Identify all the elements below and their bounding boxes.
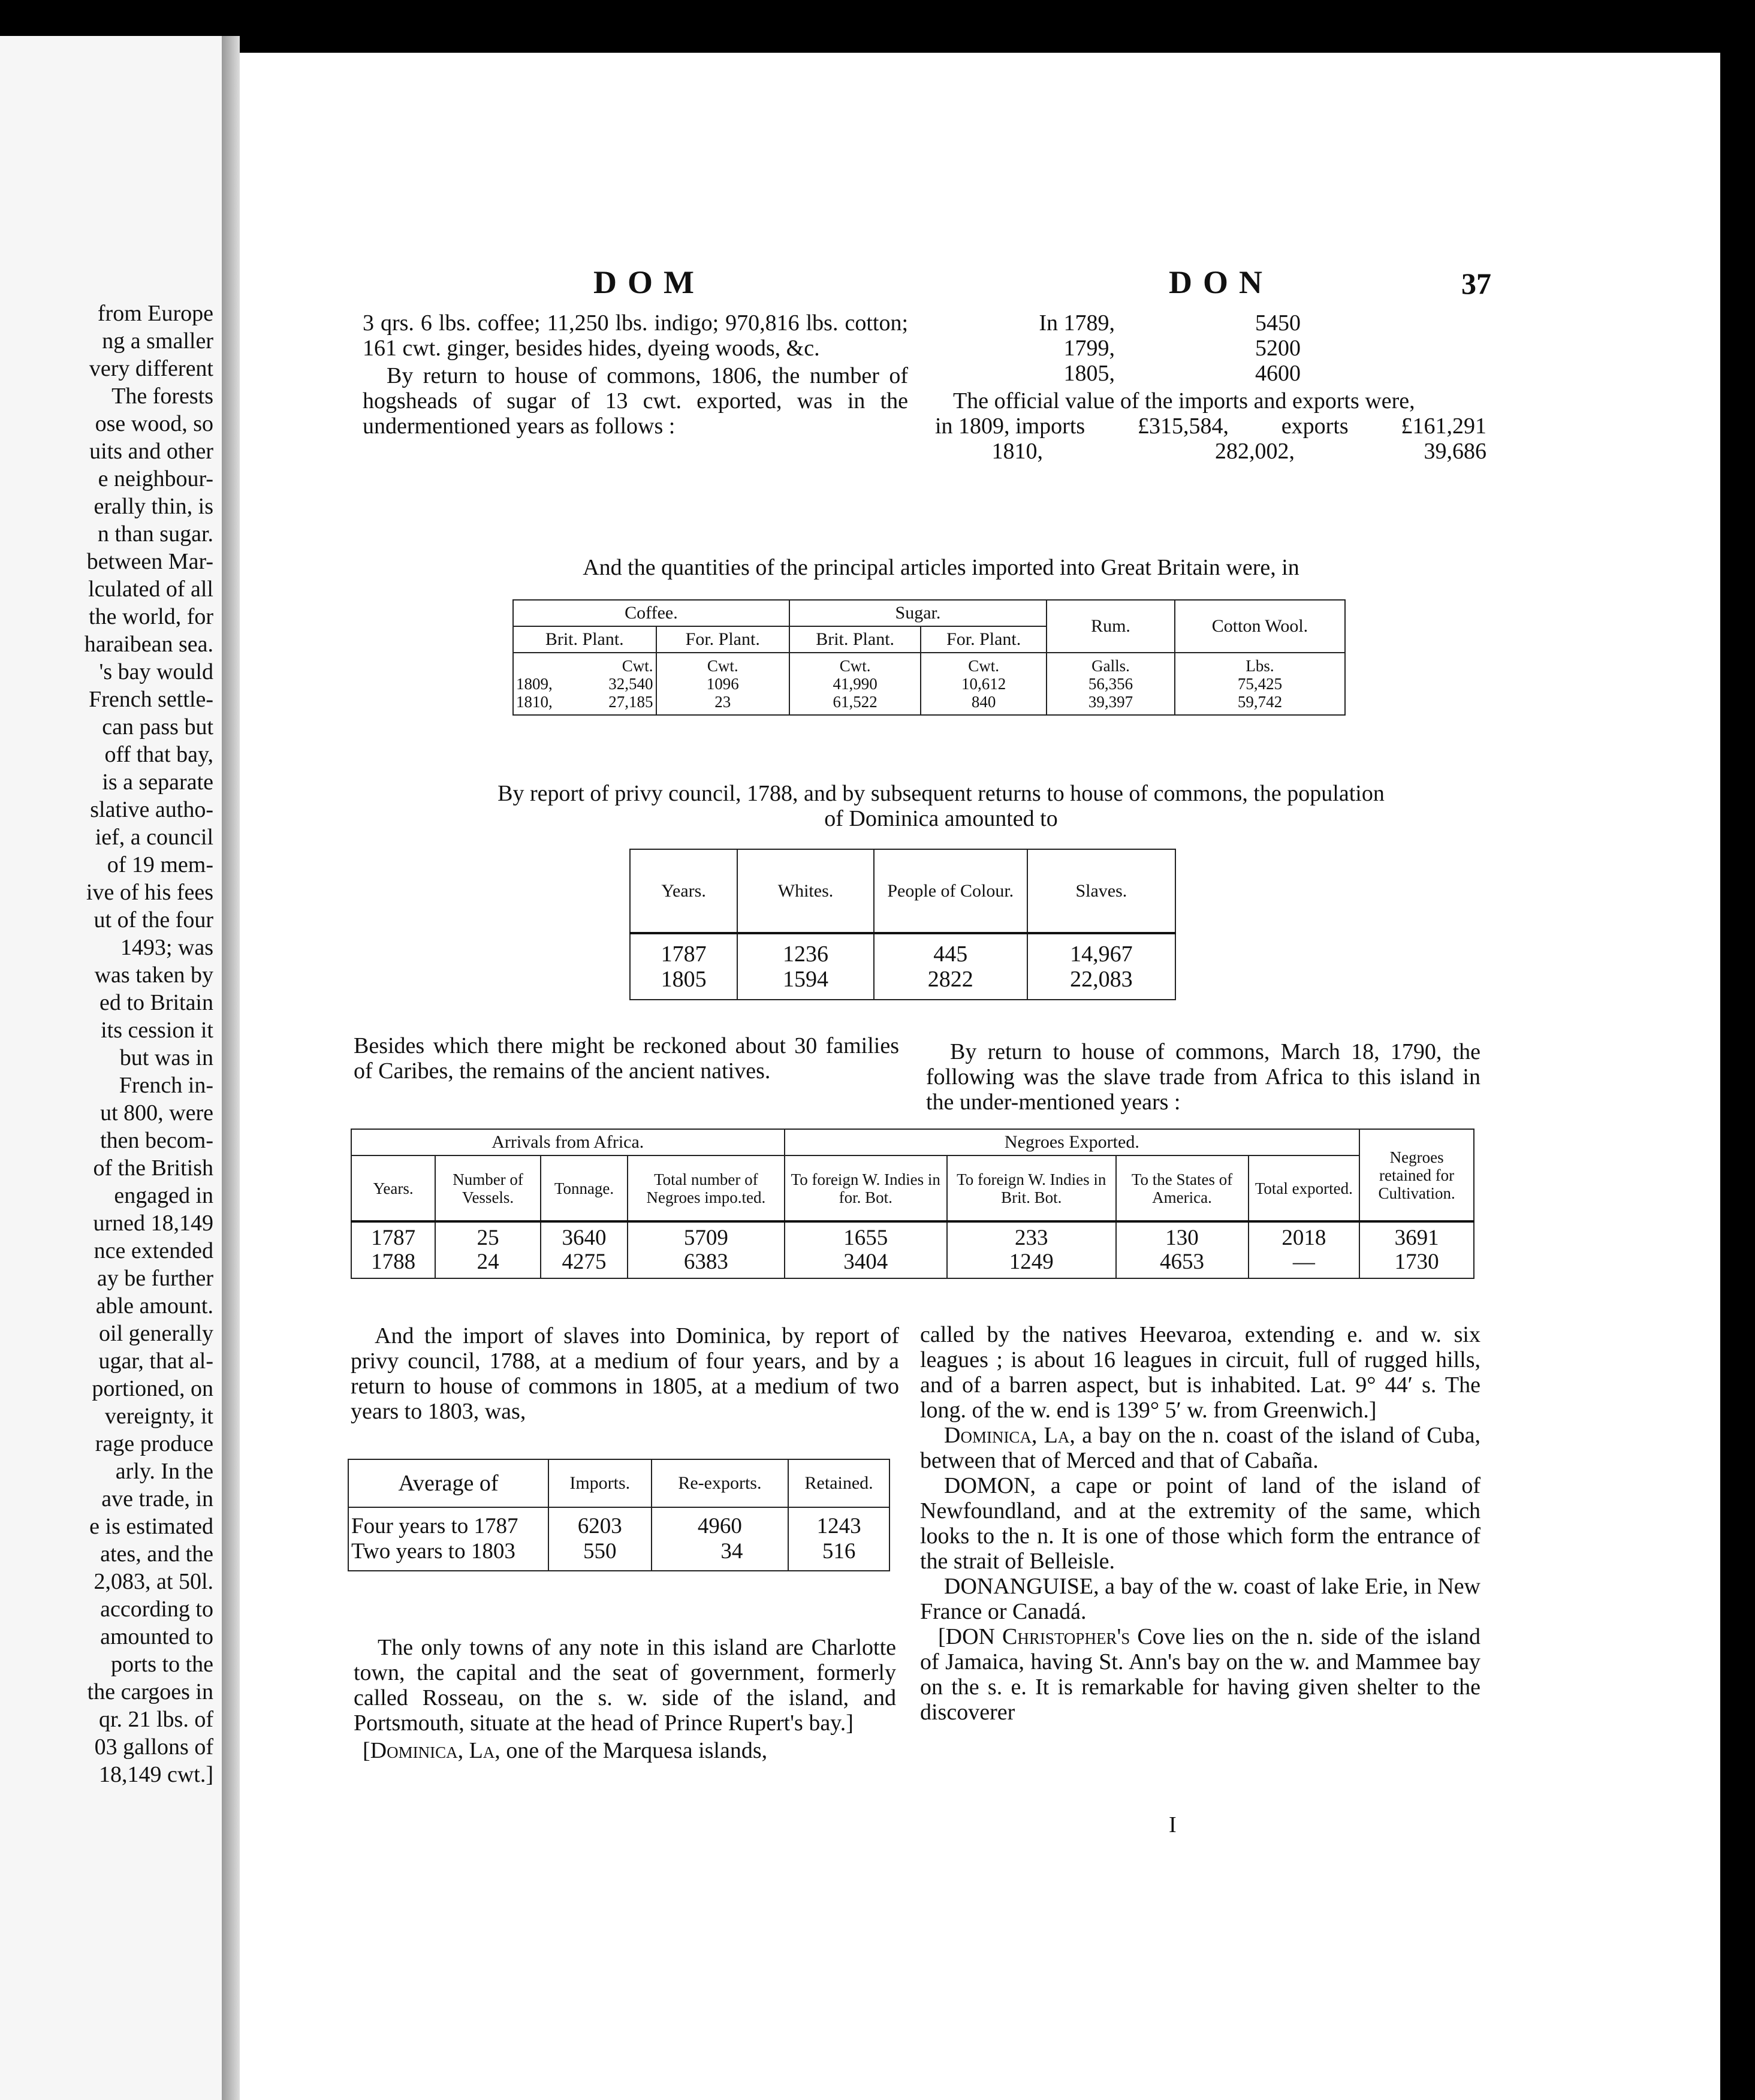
hogsheads-list [935,310,1486,386]
value: 233 [1015,1226,1048,1250]
left-page-line: according to [100,1597,213,1622]
value: 6383 [683,1250,728,1274]
left-page-line: very different [89,356,213,381]
table-cell [348,1507,548,1571]
left-page-line: 03 gallons of [94,1734,213,1760]
col-head-imported: Total number of Negroes impo.ted. [628,1155,784,1221]
intro-line: of Dominica amounted to [824,806,1058,831]
entry-name: [Dominica, La, [363,1738,500,1763]
table-cell [1047,653,1175,715]
paragraph [920,1423,1480,1473]
value: 1787 [661,942,707,967]
col-head-foreign-bot: To foreign W. Indies in for. Bot. [785,1155,947,1221]
value: 3404 [843,1250,888,1274]
value: — [1292,1250,1315,1274]
col-head-retained: Negroes retained for Cultivation. [1359,1129,1474,1221]
running-head-right: DON [1169,264,1273,300]
left-page-line: was taken by [94,962,213,988]
col-group-exported: Negroes Exported. [785,1129,1360,1155]
exports-value: £161,291 [1401,414,1486,439]
table-cell [1116,1221,1249,1278]
value: 56,356 [1088,675,1133,693]
col-head-sugar-brit: Brit. Plant. [789,626,921,653]
imports-value: £315,584, [1138,414,1229,439]
value: 4653 [1160,1250,1205,1274]
value: 22,083 [1070,967,1133,992]
col-head-average: Average of [348,1459,548,1507]
col-head-tonnage: Tonnage. [541,1155,628,1221]
value: 1243 [816,1514,861,1538]
table-cell [628,1221,784,1278]
left-page-line: vereignty, it [104,1404,213,1429]
left-page-line: slative autho- [90,797,213,822]
entry-text: a cape or point of land of the island of Newfoundland, and at the extremity of the same, which looks to the n. It is one of those which form the entrance of the strait of Belleisle. [920,1473,1480,1574]
col-head-total-exported: Total exported. [1249,1155,1360,1221]
table-cell [1027,933,1175,1000]
left-page-line: e neighbour- [98,466,213,491]
left-page-line: French settle- [89,687,213,712]
left-page-line: the cargoes in [87,1679,213,1704]
left-page-line: its cession it [101,1018,213,1043]
value: 27,185 [608,693,653,711]
left-page-line: can pass but [102,714,213,740]
left-page-line: e is estimated [89,1514,213,1539]
exports-label: exports [1281,414,1349,439]
value: 1236 [783,942,828,967]
value: 6203 [577,1514,622,1538]
value: 24 [477,1250,499,1274]
unit-label: Galls. [1091,657,1130,675]
left-page-line: ed to Britain [99,990,213,1015]
col-head-years: Years. [630,849,737,933]
value: 14,967 [1070,942,1133,967]
left-page-line: uits and other [89,439,213,464]
left-page-line: ive of his fees [86,880,213,905]
entry-name: DONANGUISE, [944,1574,1099,1599]
table-cell [1175,653,1345,715]
paragraph [920,1473,1480,1574]
average-table [348,1459,890,1571]
col-head-america: To the States of America. [1116,1155,1249,1221]
paragraph: The official value of the imports and exports were, [953,388,1415,414]
left-page-line: urned 18,149 [93,1211,213,1236]
left-page-line: the world, for [89,604,213,629]
table-cell [737,933,874,1000]
left-page-line: rage produce [95,1431,213,1456]
value: 4960 [697,1514,742,1538]
col-head-sugar-for: For. Plant. [921,626,1047,653]
year-label: 1799, [1063,336,1115,361]
value: Two years to 1803 [351,1539,515,1564]
page-number: 37 [1461,267,1491,300]
value: 59,742 [1237,693,1283,711]
left-page-line: ng a smaller [102,328,213,354]
entry-text: Cove lies on the n. side of the island of Jamaica, having St. Ann's bay on the w. and Mammee bay on the s. e. It is remarkable for having given shelter to the discoverer [920,1624,1481,1725]
entry-name: DOMON, [944,1473,1036,1498]
left-page-line: qr. 21 lbs. of [98,1707,213,1732]
population-table [629,849,1176,1000]
left-page-line: lculated of all [88,577,213,602]
left-page-line: ut 800, were [100,1100,213,1126]
year-value: 5450 [1255,310,1301,336]
table-cell [541,1221,628,1278]
value: 4275 [562,1250,607,1274]
col-head-imports: Imports. [548,1459,652,1507]
left-page-line: erally thin, is [94,494,213,519]
table-cell [435,1221,541,1278]
col-head-whites: Whites. [737,849,874,933]
left-page-line: 2,083, at 50l. [94,1569,213,1594]
col-head-reexports: Re-exports. [652,1459,789,1507]
value: 2018 [1281,1226,1326,1250]
year-value: 5200 [1255,336,1301,361]
paragraph [920,1624,1480,1725]
entry-text: one of the Marquesa islands, [506,1738,768,1763]
row-label: 1810, [991,439,1043,464]
value: 3691 [1394,1226,1439,1250]
table-cell [630,933,737,1000]
col-head-years: Years. [351,1155,435,1221]
paragraph [920,1574,1480,1624]
left-page-line: haraibean sea. [84,632,213,657]
hogsheads-row [935,336,1486,361]
imports-table [512,599,1346,716]
unit-label: Cwt. [622,657,653,675]
hogsheads-row [935,361,1486,386]
paragraph: By return to house of commons, 1806, the number of hogsheads of sugar of 13 cwt. exported, was in the undermentioned years as follows : [363,363,908,439]
quantities-intro: And the quantities of the principal articles imported into Great Britain were, in [583,555,1299,580]
value: 516 [822,1539,856,1564]
unit-label: Lbs. [1246,657,1274,675]
left-page-line: portioned, on [92,1376,213,1401]
table-cell [652,1507,789,1571]
value: 1249 [1009,1250,1054,1274]
left-page-line: n than sugar. [97,521,213,547]
entry-text: a bay of the w. coast of lake Erie, in New France or Canadá. [920,1574,1481,1624]
value: 1787 [371,1226,416,1250]
table-cell [789,653,921,715]
col-head-coffee-for: For. Plant. [656,626,789,653]
col-head-cotton: Cotton Wool. [1175,600,1345,653]
left-page-line: of 19 mem- [107,852,213,877]
value: 1805 [661,967,707,992]
year-label: 1805, [1063,361,1115,386]
population-intro [378,781,1504,831]
value: 61,522 [833,693,878,711]
col-left-top [363,310,908,439]
value: 5709 [683,1226,728,1250]
table-cell [548,1507,652,1571]
value: 1655 [843,1226,888,1250]
row-year: 1810, [516,693,553,711]
value: 1730 [1394,1250,1439,1274]
table-cell [788,1507,889,1571]
left-page-line: 1493; was [120,935,213,960]
left-page-line: nce extended [94,1238,213,1263]
value: 10,612 [961,675,1006,693]
value: 445 [933,942,968,967]
value: 1788 [371,1250,416,1274]
col-head-slaves: Slaves. [1027,849,1175,933]
paragraph: called by the natives Heevaroa, extending e. and w. six leagues ; is about 16 leagues in circuit, full of rugged hills, and of a barren aspect, but is inhabited. Lat. 9° 44′ s. The long. of the w. end is 139° 5′ w. from Greenwich.] [920,1322,1480,1423]
value-row-1810 [935,439,1486,464]
table-cell [785,1221,947,1278]
left-page-text [0,300,213,1788]
left-page-line: 's bay would [99,659,213,684]
entry-name: [DON Christopher's [938,1624,1130,1649]
value: 25 [477,1226,499,1250]
left-page-line: ates, and the [100,1541,213,1567]
left-page-line: French in- [119,1073,213,1098]
towns-paragraph: The only towns of any note in this island are Charlotte town, the capital and the seat of government, formerly called Rosseau, on the s. w. side of the island, and Portsmouth, situate at the head of Prince Rupert's bay.] [354,1635,896,1736]
table-cell [656,653,789,715]
col-right-top [935,310,1486,464]
caribs-paragraph: Besides which there might be reckoned about 30 families of Caribes, the remains of the ancient natives. [354,1033,899,1084]
table-cell [513,653,656,715]
table-cell [874,933,1027,1000]
dominica-la-entry [363,1738,896,1763]
table-cell [947,1221,1116,1278]
left-page-line: ugar, that al- [98,1348,213,1374]
value: 23 [714,693,731,711]
col-right-bottom [920,1322,1480,1725]
year-label: In 1789, [1039,310,1115,336]
value-row-1809 [935,414,1486,439]
signature-mark: I [1169,1812,1177,1837]
value: 41,990 [833,675,878,693]
value: 1594 [783,967,828,992]
left-page-line: of the British [93,1155,213,1181]
value: 2822 [927,967,973,992]
left-page-line: between Mar- [86,549,213,574]
left-page-line: from Europe [97,301,213,326]
unit-label: Cwt. [707,657,738,675]
left-page-line: oil generally [99,1321,213,1346]
left-page-line: arly. In the [115,1459,213,1484]
row-year: 1809, [516,675,553,693]
left-page-line: The forests [111,384,213,409]
value: 550 [583,1539,617,1564]
left-page-line: engaged in [114,1183,213,1208]
hogsheads-row [935,310,1486,336]
entry-text: a bay on the n. coast of the island of Cuba, between that of Merced and that of Cabaña. [920,1423,1481,1473]
running-head-left: DOM [593,264,705,300]
value: 1096 [706,675,739,693]
slave-trade-paragraph: By return to house of commons, March 18, 1790, the following was the slave trade from Africa to this island in the under-mentioned years : [926,1039,1480,1115]
col-head-retained: Retained. [788,1459,889,1507]
left-page-line: amounted to [100,1624,213,1649]
import-paragraph: And the import of slaves into Dominica, by report of privy council, 1788, at a medium of four years, and by a return to house of commons in 1805, at a medium of two years to 1803, was, [351,1323,899,1424]
left-page-line: then becom- [100,1128,213,1153]
col-group-arrivals: Arrivals from Africa. [351,1129,785,1155]
col-head-colour: People of Colour. [874,849,1027,933]
table-cell [351,1221,435,1278]
table-cell [1359,1221,1474,1278]
entry-name: Dominica, La, [944,1423,1075,1448]
left-page-line: ose wood, so [95,411,213,436]
year-value: 4600 [1255,361,1301,386]
left-page-line: ut of the four [94,907,213,933]
value: 75,425 [1237,675,1283,693]
exports-value: 39,686 [1424,439,1486,464]
row-label: in 1809, imports [935,414,1085,439]
value: 3640 [562,1226,607,1250]
intro-line: By report of privy council, 1788, and by subsequent returns to house of commons, the population [497,781,1385,806]
left-page-line: is a separate [102,770,213,795]
col-head-vessels: Number of Vessels. [435,1155,541,1221]
imports-value: 282,002, [1215,439,1295,464]
value: Four years to 1787 [351,1514,518,1538]
col-group-sugar: Sugar. [789,600,1047,626]
table-cell [1249,1221,1360,1278]
value: 130 [1165,1226,1199,1250]
left-page-fragment [0,36,222,2100]
col-head-rum: Rum. [1047,600,1175,653]
col-group-coffee: Coffee. [513,600,789,626]
value: 840 [971,693,996,711]
unit-label: Cwt. [968,657,1000,675]
left-page-line: but was in [119,1045,213,1070]
book-gutter [222,36,240,2100]
table-cell [921,653,1047,715]
left-page-line: 18,149 cwt.] [98,1762,213,1787]
left-page-line: off that bay, [104,742,213,767]
left-page-line: ief, a council [95,825,213,850]
left-page-line: able amount. [95,1293,213,1318]
slave-trade-table [351,1129,1474,1279]
page [240,53,1720,2100]
col-head-brit-bot: To foreign W. Indies in Brit. Bot. [947,1155,1116,1221]
left-page-line: ports to the [111,1652,213,1677]
left-page-line: ave trade, in [101,1486,213,1511]
value: 34 [720,1539,743,1564]
paragraph: 3 qrs. 6 lbs. coffee; 11,250 lbs. indigo; 970,816 lbs. cotton; 161 cwt. ginger, besides hides, dyeing woods, &c. [363,310,908,361]
value: 39,397 [1088,693,1133,711]
left-page-line: ay be further [97,1266,213,1291]
value: 32,540 [608,675,653,693]
unit-label: Cwt. [839,657,871,675]
col-head-coffee-brit: Brit. Plant. [513,626,656,653]
